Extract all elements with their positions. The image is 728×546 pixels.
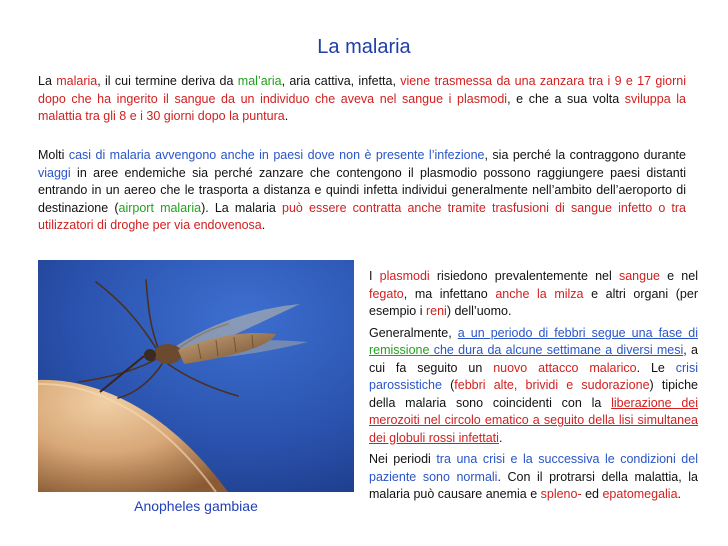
text-run: .: [677, 487, 682, 501]
text-run: ). La malaria: [201, 200, 283, 215]
highlight-normal-conditions: tra una crisi e la successiva le condizioni del paziente sono normali: [369, 452, 698, 484]
fever-cycle-paragraph: [369, 325, 698, 448]
text-run: Generalmente,: [369, 325, 458, 340]
text-run: , il cui termine deriva da: [97, 74, 238, 88]
plasmodium-location-paragraph: [369, 268, 698, 321]
text-run: e altri organi (per esempio i: [369, 286, 698, 318]
photo-caption: Anopheles gambiae: [134, 498, 258, 514]
intro-paragraph: [38, 73, 686, 126]
mosquito-photo: [38, 260, 354, 492]
text-run: in aree endemiche sia perché zanzare che contengono il plasmodio possono raggiungere paesi distanti entrando in un aereo che le trasporta a distanza e quindi infetta individui generalmente nell’ambito dell’aeroporto di destinazione (: [38, 165, 686, 215]
right-column: [369, 268, 698, 508]
text-run: Molti: [38, 148, 69, 162]
text-run: , sia perché la contraggono durante: [484, 148, 686, 162]
keyword-fegato: fegato: [369, 286, 404, 301]
highlight-incubation: sviluppa la malattia tra gli 8 e i 30 giorni dopo la puntura: [38, 91, 686, 123]
page-title: La malaria: [317, 36, 411, 58]
text-run: ed: [581, 487, 603, 501]
highlight-symptoms: febbri alte, brividi e sudorazione: [454, 378, 650, 392]
text-run: I: [369, 269, 380, 283]
highlight-merozoites: liberazione dei merozoiti nel circolo ematico a seguito della lisi simultanea dei globuli rossi infettati: [369, 395, 699, 445]
text-run: , ma infettano: [403, 286, 496, 301]
keyword-viaggi: viaggi: [38, 165, 71, 180]
keyword-spleno: spleno-: [540, 487, 582, 501]
keyword-airport-malaria: airport malaria: [118, 200, 202, 215]
keyword-remissione: remissione: [369, 343, 430, 357]
text-run: e nel: [659, 269, 698, 283]
highlight-fever-phase: a un periodo di febbri segue una fase di: [457, 325, 698, 340]
text-run: .: [261, 218, 266, 232]
keyword-reni: reni: [425, 304, 447, 318]
text-run: . Con il protrarsi della malattia, la malaria può causare anemia e: [369, 469, 698, 501]
keyword-crisi-parossistiche: crisi parossistiche: [369, 360, 698, 392]
text-run: ) tipiche della malaria sono coincidenti con la: [369, 378, 698, 410]
highlight-milza: anche la milza: [495, 286, 584, 301]
text-run: .: [284, 109, 289, 123]
text-run: Nei periodi: [369, 452, 437, 466]
highlight-new-attack: nuovo attacco malarico: [493, 360, 637, 375]
keyword-malaria: malaria: [56, 74, 98, 88]
text-run: (: [441, 378, 455, 392]
keyword-plasmodi: plasmodi: [379, 269, 430, 283]
text-run: La: [38, 74, 57, 88]
text-run: .: [498, 430, 503, 445]
keyword-sangue: sangue: [618, 269, 660, 283]
text-run: , e che a sua volta: [507, 91, 625, 106]
text-run: . Le: [636, 360, 676, 375]
text-run: , aria cattiva, infetta,: [281, 74, 401, 88]
highlight-remission-duration: che dura da alcune settimane a diversi mesi: [429, 343, 684, 357]
travel-paragraph: [38, 147, 686, 235]
highlight-transfusion: può essere contratta anche tramite trasfusioni di sangue infetto o tra utilizzatori di droghe per via endovenosa: [38, 200, 686, 232]
text-run: , a cui fa seguito un: [369, 343, 698, 375]
highlight-imported-cases: casi di malaria avvengono anche in paesi dove non è presente l’infezione: [68, 148, 485, 162]
chronic-course-paragraph: [369, 451, 698, 504]
mosquito-illustration: [38, 260, 354, 492]
highlight-transmission: viene trasmessa da una zanzara tra i 9 e 17 giorni dopo che ha ingerito il sangue da un individuo che aveva nel sangue i plasmodi: [38, 74, 686, 106]
text-run: ) dell’uomo.: [446, 304, 512, 318]
keyword-epatomegalia: epatomegalia: [602, 487, 678, 501]
text-run: risiedono prevalentemente nel: [429, 269, 619, 283]
keyword-malaria-etymology: mal’aria: [237, 74, 282, 88]
